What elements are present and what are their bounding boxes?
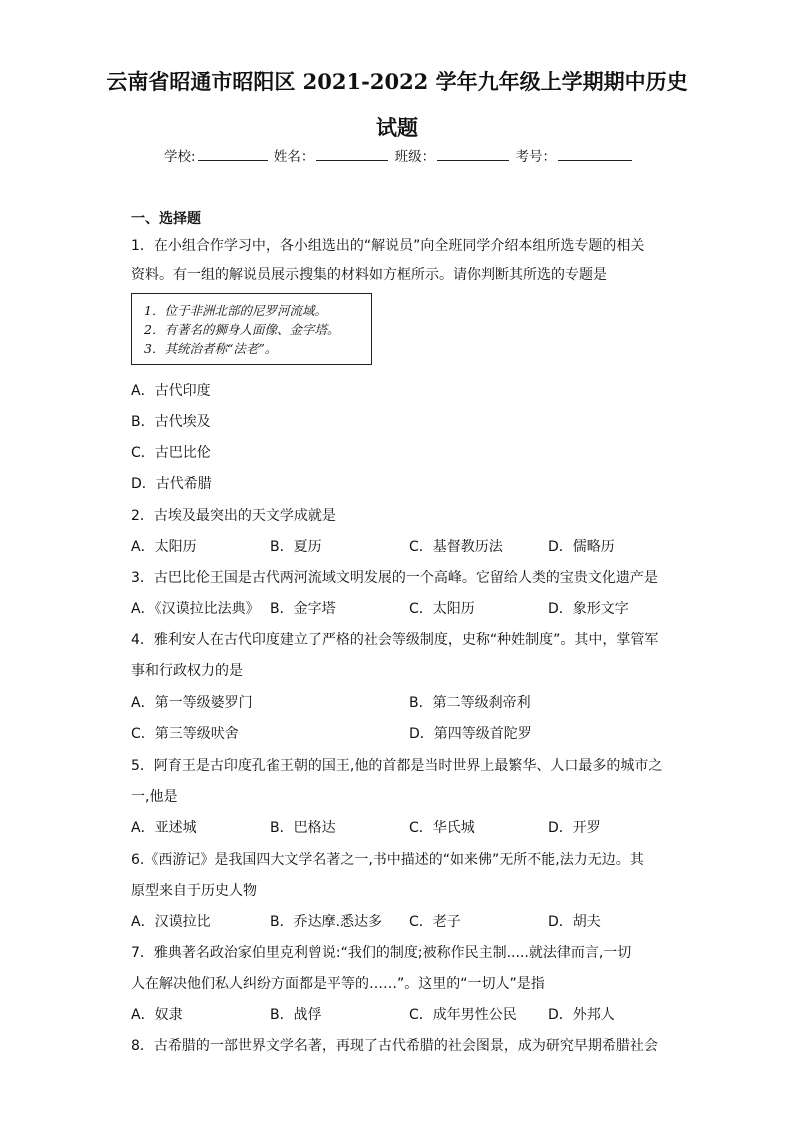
- q3-option-d[interactable]: D．象形文字: [548, 601, 629, 617]
- q1-option-c[interactable]: C．古巴比伦: [131, 445, 211, 461]
- q1-option-b[interactable]: B．古代埃及: [131, 414, 211, 430]
- q6-option-b[interactable]: B．乔达摩.悉达多: [270, 914, 383, 930]
- q2-option-d[interactable]: D．儒略历: [548, 539, 615, 555]
- q7-option-d[interactable]: D．外邦人: [548, 1007, 615, 1023]
- name-blank: [316, 146, 388, 161]
- q1-box-item: 3．其统治者称“法老”。: [144, 341, 278, 356]
- q1-option-a[interactable]: A．古代印度: [131, 383, 211, 399]
- q6-stem-line1: 6.《西游记》是我国四大文学名著之一,书中描述的“如来佛”无所不能,法力无边。其: [131, 852, 644, 868]
- q1-stem-line1: 1．在小组合作学习中，各小组选出的“解说员”向全班同学介绍本组所选专题的相关: [131, 238, 645, 254]
- q1-box-item: 1．位于非洲北部的尼罗河流域。: [144, 303, 327, 318]
- q6-option-c[interactable]: C．老子: [409, 914, 461, 930]
- q7-option-b[interactable]: B．战俘: [270, 1007, 322, 1023]
- q4-option-c[interactable]: C．第三等级吠舍: [131, 726, 239, 742]
- q2-option-a[interactable]: A．太阳历: [131, 539, 197, 555]
- q6-stem-line2: 原型来自于历史人物: [131, 883, 257, 899]
- q8-stem-line1: 8．古希腊的一部世界文学名著，再现了古代希腊的社会图景，成为研究早期希腊社会: [131, 1038, 658, 1054]
- q5-stem-line2: 一,他是: [131, 789, 178, 805]
- q3-stem: 3．古巴比伦王国是古代两河流域文明发展的一个高峰。它留给人类的宝贵文化遗产是: [131, 570, 658, 586]
- q7-option-c[interactable]: C．成年男性公民: [409, 1007, 517, 1023]
- q4-option-d[interactable]: D．第四等级首陀罗: [409, 726, 532, 742]
- q3-option-a[interactable]: A．《汉谟拉比法典》: [131, 601, 260, 617]
- q2-stem: 2．古埃及最突出的天文学成就是: [131, 508, 336, 524]
- q5-stem-line1: 5．阿育王是古印度孔雀王朝的国王,他的首都是当时世界上最繁华、人口最多的城市之: [131, 758, 663, 774]
- number-label: 考号：: [515, 149, 556, 165]
- q3-option-b[interactable]: B．金字塔: [270, 601, 336, 617]
- q1-stem-line2: 资料。有一组的解说员展示搜集的材料如方框所示。请你判断其所选的专题是: [131, 267, 607, 283]
- name-label: 姓名：: [273, 149, 315, 165]
- q3-option-c[interactable]: C．太阳历: [409, 601, 475, 617]
- q7-stem-line2: 人在解决他们私人纠纷方面都是平等的……”。这里的“一切人”是指: [131, 976, 545, 992]
- q2-option-c[interactable]: C．基督教历法: [409, 539, 503, 555]
- school-label: 学校:: [164, 149, 196, 165]
- q1-box-item: 2．有著名的狮身人面像、金字塔。: [144, 322, 340, 337]
- student-info-row: [164, 145, 634, 165]
- q5-option-d[interactable]: D．开罗: [548, 820, 601, 836]
- q6-option-d[interactable]: D．胡夫: [548, 914, 601, 930]
- exam-title-line1: 云南省昭通市昭阳区 2021-2022 学年九年级上学期期中历史: [106, 69, 688, 94]
- q5-option-b[interactable]: B．巴格达: [270, 820, 336, 836]
- q7-stem-line1: 7．雅典著名政治家伯里克利曾说:“我们的制度;被称作民主制.....就法律而言,一切: [131, 945, 632, 961]
- exam-title-line2: 试题: [376, 115, 418, 140]
- q1-material-box: [131, 293, 372, 365]
- school-blank: [198, 146, 268, 161]
- q4-option-a[interactable]: A．第一等级婆罗门: [131, 695, 253, 711]
- q6-option-a[interactable]: A．汉谟拉比: [131, 914, 211, 930]
- q7-option-a[interactable]: A．奴隶: [131, 1007, 183, 1023]
- class-blank: [437, 146, 509, 161]
- q5-option-a[interactable]: A．亚述城: [131, 820, 197, 836]
- q1-option-d[interactable]: D．古代希腊: [131, 476, 212, 492]
- section-heading: 一、选择题: [131, 211, 201, 227]
- q5-option-c[interactable]: C．华氏城: [409, 820, 475, 836]
- q2-option-b[interactable]: B．夏历: [270, 539, 322, 555]
- number-blank: [558, 146, 632, 161]
- q4-option-b[interactable]: B．第二等级刹帝利: [409, 695, 531, 711]
- class-label: 班级：: [394, 149, 436, 165]
- q4-stem-line2: 事和行政权力的是: [131, 663, 243, 679]
- q4-stem-line1: 4．雅利安人在古代印度建立了严格的社会等级制度，史称“种姓制度”。其中，掌管军: [131, 632, 659, 648]
